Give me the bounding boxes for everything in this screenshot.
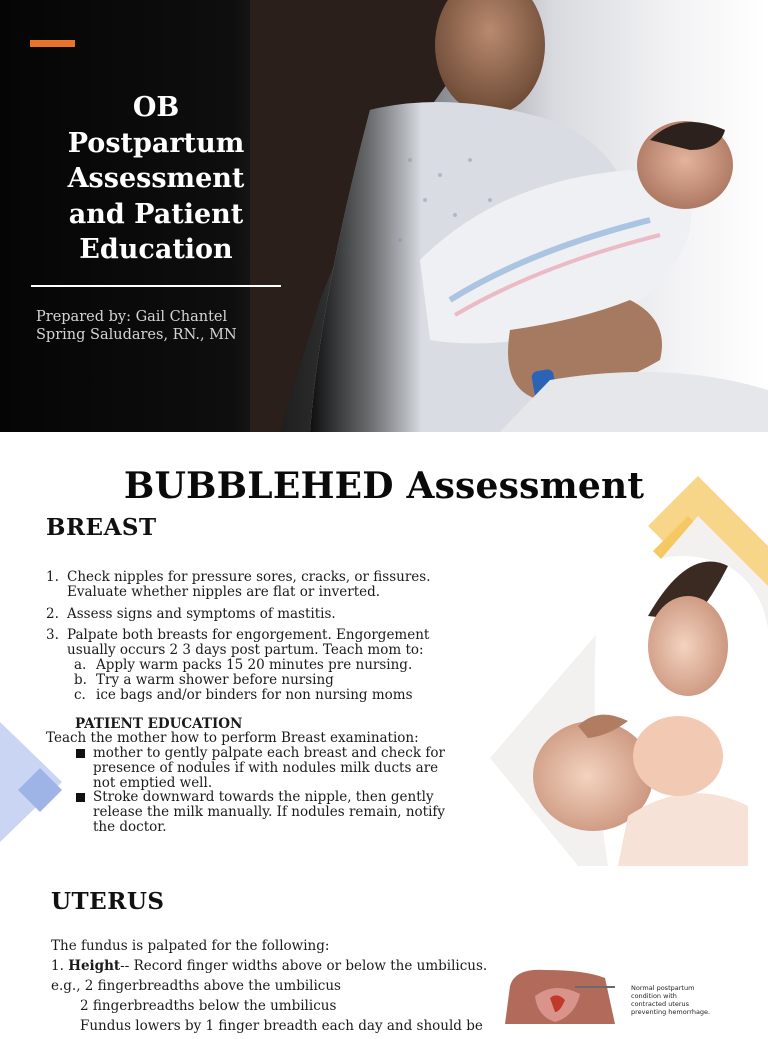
breast-section-title: BREAST — [46, 514, 157, 541]
breast-assessment-list — [46, 570, 466, 709]
height-number: 1. — [51, 958, 64, 974]
title-line: Assessment — [67, 163, 245, 194]
assessment-slide — [0, 432, 768, 1034]
list-item — [46, 628, 466, 702]
mother-and-newborn-photo — [250, 0, 768, 432]
title-line: Education — [79, 234, 233, 265]
bullet-item — [75, 790, 470, 834]
title-slide — [0, 0, 768, 432]
patient-education-list — [75, 746, 470, 835]
height-line — [51, 959, 491, 974]
patient-education-intro: Teach the mother how to perform Breast examination: — [46, 730, 419, 746]
author-credit — [36, 309, 276, 344]
list-item — [46, 607, 466, 622]
breastfeeding-photo — [488, 476, 768, 866]
patient-education-title: PATIENT EDUCATION — [75, 716, 243, 732]
list-item — [46, 570, 466, 600]
slide-heading: BUBBLEHED Assessment — [123, 465, 645, 507]
example-line: Fundus lowers by 1 finger breadth each day and should be — [80, 1018, 483, 1034]
bullet-text: Stroke downward towards the nipple, then gently — [93, 789, 434, 806]
uterus-section-title: UTERUS — [51, 888, 165, 915]
engorgement-sublist — [74, 658, 466, 702]
height-text: -- Record finger widths above or below the umbilicus. — [120, 958, 488, 974]
caption-line: preventing hemorrhage. — [631, 1008, 711, 1016]
uterus-diagram — [505, 956, 725, 1024]
caption-line: contracted uterus — [631, 1000, 690, 1008]
sublist-item — [74, 688, 466, 703]
list-number: 2. — [46, 605, 59, 622]
bullet-text: mother to gently palpate each breast and check for — [93, 745, 445, 761]
list-text: usually occurs 2 3 days post partum. Teach mom to: — [67, 642, 424, 659]
bullet-text: presence of nodules if with nodules milk ducts are — [93, 759, 439, 776]
sublist-text: Apply warm packs 15 20 minutes pre nursing. — [96, 656, 413, 673]
list-number: 3. — [46, 627, 59, 644]
square-bullet-icon — [76, 749, 85, 758]
example-line: e.g., 2 fingerbreadths above the umbilicus — [51, 978, 341, 994]
bullet-item — [75, 746, 470, 790]
height-label: Height — [68, 958, 121, 974]
uterus-intro: The fundus is palpated for the following: — [51, 938, 330, 954]
title-line: Postpartum — [67, 127, 245, 159]
list-text: Assess signs and symptoms of mastitis. — [67, 605, 336, 622]
uterus-content — [51, 939, 491, 1039]
sublist-text: ice bags and/or binders for non nursing moms — [96, 686, 413, 703]
list-text: Check nipples for pressure sores, cracks, or fissures. — [67, 569, 431, 585]
sublist-letter: c. — [74, 686, 86, 703]
sublist-letter: b. — [74, 671, 87, 688]
title-line: and Patient — [68, 198, 244, 230]
caption-line: condition with — [631, 992, 677, 1000]
author-line: Spring Saludares, RN., MN — [36, 326, 237, 343]
list-text: Evaluate whether nipples are flat or inverted. — [67, 583, 381, 600]
bullet-text: not emptied well. — [93, 774, 213, 791]
accent-bar — [30, 40, 75, 47]
author-line: Prepared by: Gail Chantel — [36, 309, 228, 325]
presentation-title — [30, 90, 282, 268]
list-number: 1. — [46, 569, 59, 585]
bullet-text: the doctor. — [93, 818, 167, 835]
title-divider — [31, 285, 281, 287]
example-line: 2 fingerbreadths below the umbilicus — [80, 998, 337, 1014]
caption-line: Normal postpartum — [631, 984, 695, 992]
sublist-item — [74, 673, 466, 688]
sublist-item — [74, 658, 466, 673]
sublist-letter: a. — [74, 656, 87, 673]
title-line: OB — [132, 92, 180, 123]
list-text: Palpate both breasts for engorgement. Engorgement — [67, 627, 430, 644]
square-bullet-icon — [76, 793, 85, 802]
bullet-text: release the milk manually. If nodules remain, notify — [93, 804, 446, 821]
sublist-text: Try a warm shower before nursing — [96, 671, 334, 688]
